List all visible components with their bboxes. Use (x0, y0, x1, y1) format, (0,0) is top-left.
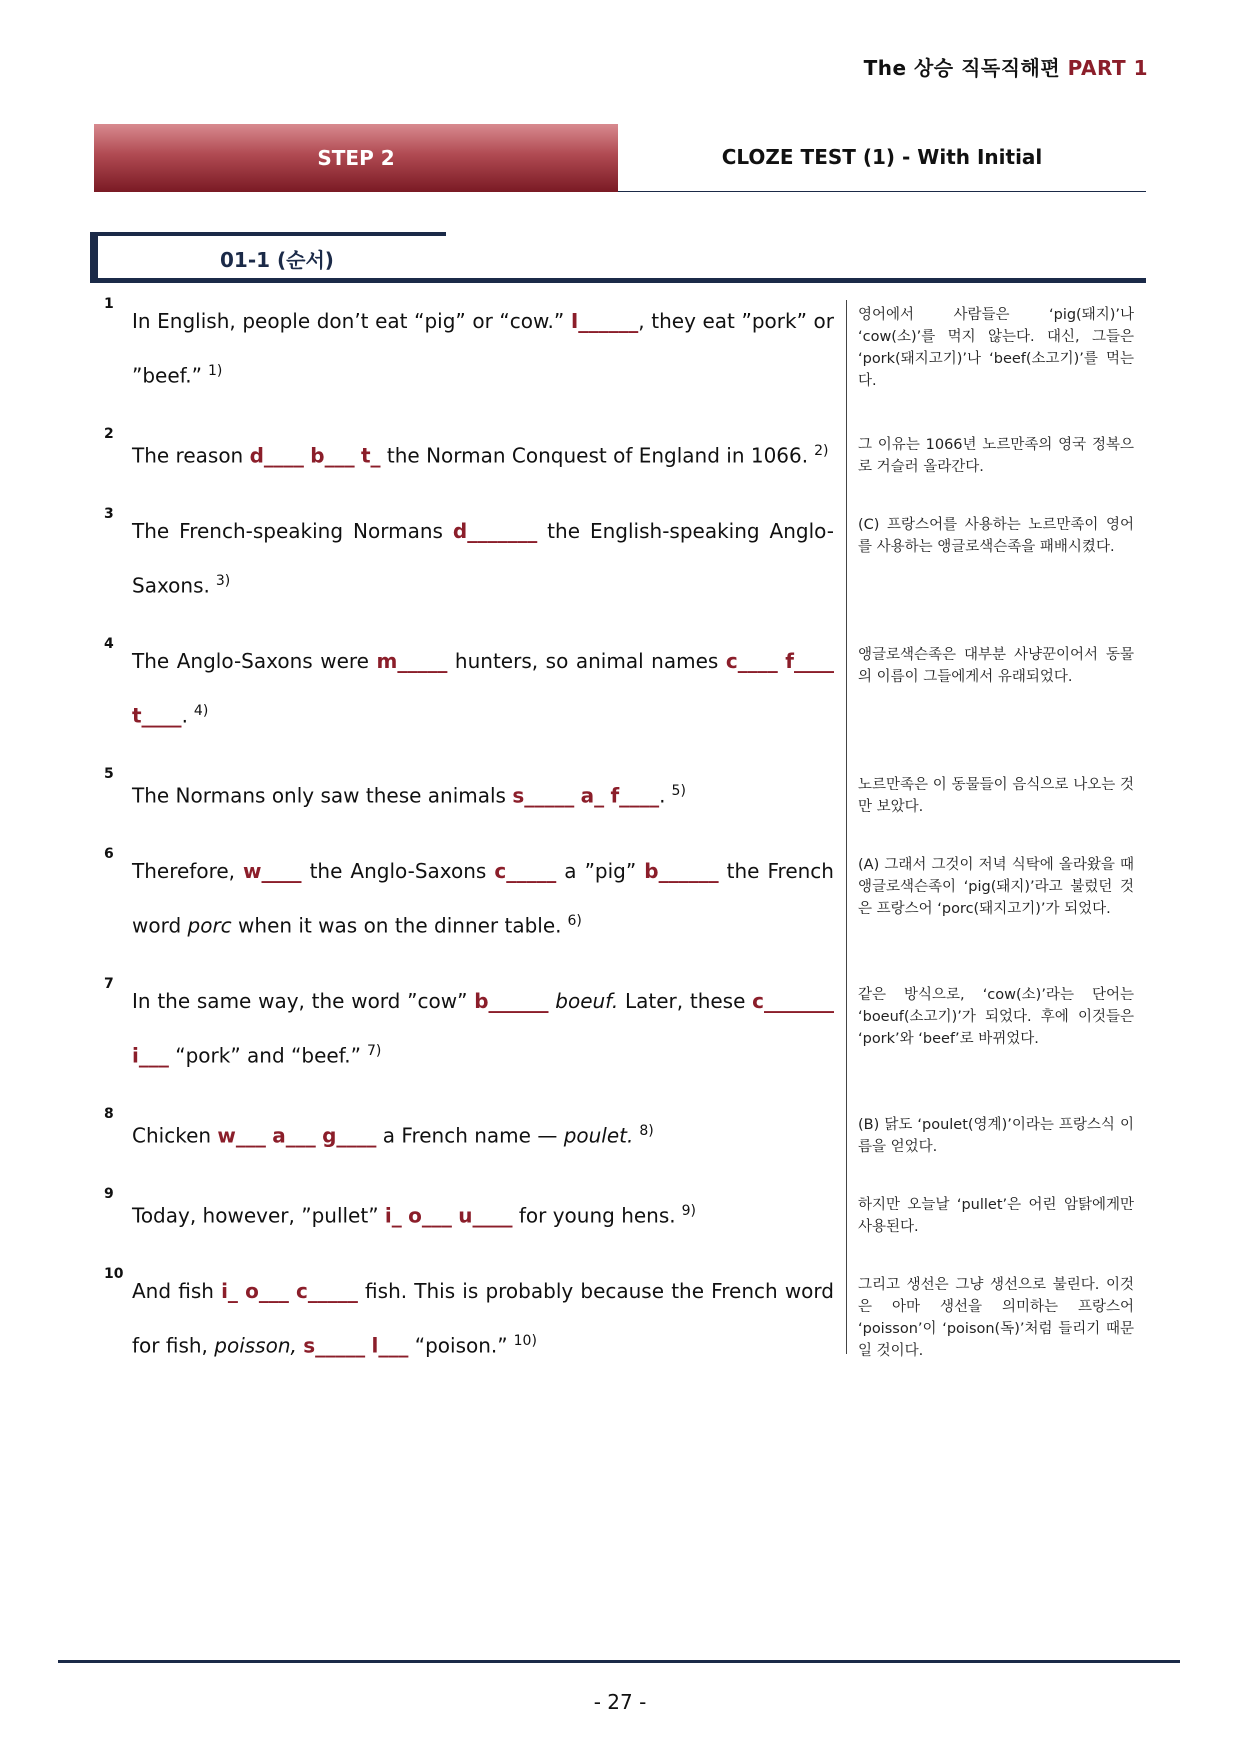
text-segment: And fish (132, 1279, 222, 1303)
text-segment: Chicken (132, 1123, 218, 1148)
question-number: 9 (104, 1186, 114, 1202)
section-title: 01-1 (순서) (220, 248, 334, 272)
header-title-main: The 상승 직독직해편 (863, 56, 1061, 80)
text-segment: In English, people don’t eat “pig” or “cow.” (132, 309, 571, 333)
question-text (132, 296, 834, 401)
question-text (132, 426, 834, 481)
footnote-ref: 6) (567, 913, 582, 929)
question-text (132, 846, 834, 951)
cloze-blank: o___ (408, 1203, 452, 1228)
text-segment: a ”pig” (556, 859, 645, 883)
cloze-blank: c_______ (752, 989, 835, 1013)
footnote-ref: 4) (193, 703, 209, 719)
question-number: 3 (104, 506, 114, 522)
step-title-text: CLOZE TEST (1) - With Initial (721, 145, 1043, 169)
section-frame-top (90, 232, 446, 236)
question-number: 8 (104, 1106, 114, 1122)
text-segment (289, 1279, 296, 1303)
step-label: STEP 2 (317, 146, 395, 170)
text-segment: the English-speaking Anglo-Saxons. (132, 519, 834, 598)
footnote-ref: 5) (671, 783, 686, 799)
cloze-blank: m_____ (376, 649, 448, 673)
text-segment: the Anglo-Saxons (301, 859, 495, 883)
translation-4: 앵글로색슨족은 대부분 사냥꾼이어서 동물의 이름이 그들에게서 유래되었다. (858, 647, 1134, 685)
cloze-blank: s_____ (303, 1333, 366, 1358)
header-title (864, 52, 1148, 81)
cloze-blank: l___ (371, 1333, 409, 1358)
text-segment: Therefore, (132, 859, 244, 883)
text-segment: a French name — (376, 1123, 564, 1148)
text-segment: for young hens. (512, 1203, 676, 1228)
footnote-ref: 2) (814, 443, 829, 459)
text-segment: The French-speaking Normans (132, 519, 453, 543)
cloze-blank: a_ (580, 783, 605, 808)
question-text (132, 1106, 834, 1161)
italic-word: poulet. (563, 1123, 634, 1148)
cloze-blank: g____ (322, 1123, 377, 1148)
question-number: 10 (104, 1266, 124, 1282)
text-segment: Today, however, ”pullet” (132, 1203, 385, 1228)
question-number: 5 (104, 766, 114, 782)
translation-8: (B) 닭도 ‘poulet(영계)’이라는 프랑스식 이름을 얻었다. (858, 1117, 1134, 1155)
page-number: - 27 - (593, 1690, 647, 1714)
question-3 (104, 506, 834, 611)
text-segment: the Norman Conquest of England in 1066. (380, 443, 809, 468)
question-text (132, 636, 834, 741)
text-segment: “pork” and “beef.” (168, 1043, 361, 1068)
cloze-blank: d____ (249, 443, 304, 468)
question-text (132, 1266, 834, 1371)
text-segment: Later, these (618, 989, 753, 1013)
translation-3: (C) 프랑스어를 사용하는 노르만족이 영어를 사용하는 앵글로색슨족을 패배시켰다. (858, 517, 1134, 555)
cloze-blank: a___ (272, 1123, 316, 1148)
cloze-blank: I______ (570, 309, 639, 333)
step-banner (94, 124, 618, 192)
question-text (132, 976, 834, 1081)
question-number: 6 (104, 846, 114, 862)
cloze-blank: i_ (221, 1279, 238, 1303)
translation-9: 하지만 오늘날 ‘pullet’은 어린 암탉에게만 사용된다. (858, 1197, 1134, 1235)
text-segment: “poison.” (408, 1333, 508, 1358)
cloze-blank: b___ (310, 443, 355, 468)
text-segment: hunters, so animal names (447, 649, 726, 673)
translation-2: 그 이유는 1066년 노르만족의 영국 정복으로 거슬러 올라간다. (858, 437, 1134, 475)
cloze-blank: u____ (458, 1203, 513, 1228)
cloze-blank: w____ (243, 859, 302, 883)
question-8 (104, 1106, 834, 1161)
text-segment: . (181, 703, 188, 728)
cloze-blank: c_____ (296, 1279, 358, 1303)
cloze-blank: f____ (785, 649, 834, 673)
cloze-blank: c____ (725, 649, 778, 673)
section-frame-bottom (90, 278, 1146, 283)
cloze-blank: t____ (132, 703, 182, 728)
cloze-blank: s_____ (512, 783, 575, 808)
question-7 (104, 976, 834, 1081)
question-number: 7 (104, 976, 114, 992)
cloze-blank: b______ (474, 989, 549, 1013)
footnote-ref: 10) (513, 1333, 537, 1349)
question-number: 2 (104, 426, 114, 442)
text-segment: The Normans only saw these animals (132, 783, 513, 808)
cloze-blank: b______ (644, 859, 719, 883)
italic-word: poisson, (214, 1333, 297, 1358)
text-segment: The reason (132, 443, 250, 468)
column-divider (846, 300, 847, 1354)
question-number: 1 (104, 296, 114, 312)
question-2 (104, 426, 834, 481)
cloze-blank: w___ (217, 1123, 266, 1148)
footnote-ref: 9) (681, 1203, 696, 1219)
text-segment: In the same way, the word ”cow” (132, 989, 475, 1013)
footer-rule (58, 1660, 1180, 1663)
section-frame-left (90, 232, 98, 282)
translation-5: 노르만족은 이 동물들이 음식으로 나오는 것만 보았다. (858, 777, 1134, 815)
cloze-blank: f____ (610, 783, 660, 808)
cloze-blank: c_____ (494, 859, 557, 883)
italic-word: boeuf. (555, 989, 619, 1013)
text-segment: . (659, 783, 666, 808)
footnote-ref: 8) (639, 1123, 654, 1139)
cloze-blank: i_ (384, 1203, 402, 1228)
translation-7: 같은 방식으로, ‘cow(소)’라는 단어는 ‘boeuf(소고기)’가 되었다. 후에 이것들은 ‘pork’와 ‘beef’로 바뀌었다. (858, 987, 1134, 1047)
question-text (132, 1186, 834, 1241)
footnote-ref: 3) (215, 573, 231, 589)
cloze-blank: i___ (132, 1043, 169, 1068)
question-1 (104, 296, 834, 401)
step-title (618, 124, 1146, 190)
text-segment: the French word (132, 859, 834, 938)
footnote-ref: 1) (207, 363, 223, 379)
question-9 (104, 1186, 834, 1241)
text-segment: fish. This is probably because the French word for fish, (132, 1279, 834, 1358)
footnote-ref: 7) (367, 1043, 382, 1059)
question-number: 4 (104, 636, 114, 652)
question-4 (104, 636, 834, 741)
translation-6: (A) 그래서 그것이 저녁 식탁에 올라왔을 때 앵글로색슨족이 ‘pig(돼지)’라고 불렀던 것은 프랑스어 ‘porc(돼지고기)’가 되었다. (858, 857, 1134, 917)
question-10 (104, 1266, 834, 1371)
text-segment: The Anglo-Saxons were (132, 649, 377, 673)
translation-10: 그리고 생선은 그냥 생선으로 불린다. 이것은 아마 생선을 의미하는 프랑스어 ‘poisson’이 ‘poison(독)’처럼 들리기 때문일 것이다. (858, 1277, 1134, 1359)
question-text (132, 506, 834, 611)
question-5 (104, 766, 834, 821)
translation-1: 영어에서 사람들은 ‘pig(돼지)’나 ‘cow(소)’를 먹지 않는다. 대신, 그들은 ‘pork(돼지고기)’나 ‘beef(소고기)’를 먹는다. (858, 307, 1134, 389)
cloze-blank: t_ (360, 443, 381, 468)
cloze-blank: d_______ (452, 519, 538, 543)
cloze-blank: o___ (245, 1279, 289, 1303)
question-text (132, 766, 834, 821)
italic-word: porc (187, 913, 232, 938)
header-title-part: PART 1 (1067, 56, 1148, 80)
text-segment: , they eat ”pork” or ”beef.” (132, 309, 834, 388)
step-rule (618, 191, 1146, 192)
text-segment: when it was on the dinner table. (231, 913, 562, 938)
question-6 (104, 846, 834, 951)
